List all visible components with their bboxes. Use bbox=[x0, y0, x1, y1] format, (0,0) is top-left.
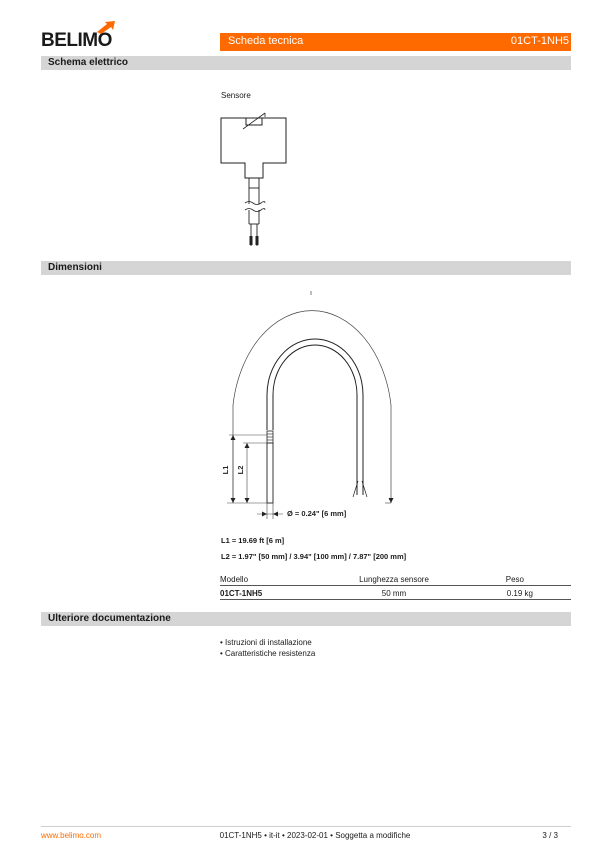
section-wiring bbox=[41, 56, 571, 70]
logo-arrow-icon bbox=[93, 20, 123, 34]
dimension-drawing bbox=[215, 285, 405, 525]
header-model: Modello bbox=[220, 575, 249, 584]
wiring-diagram bbox=[215, 100, 295, 252]
cell-model: 01CT-1NH5 bbox=[220, 589, 263, 598]
l1-label: L1 bbox=[221, 465, 230, 475]
header-weight: Peso bbox=[505, 575, 524, 584]
footer-doc-info: 01CT-1NH5 • it-it • 2023-02-01 • Soggetta a modifiche bbox=[219, 831, 411, 840]
header-length: Lunghezza sensore bbox=[359, 575, 429, 584]
list-item[interactable]: • Caratteristiche resistenza bbox=[220, 649, 316, 658]
table-row bbox=[220, 586, 571, 600]
cell-weight: 0.19 kg bbox=[506, 589, 533, 598]
table-header bbox=[220, 572, 571, 586]
brand-logo bbox=[41, 26, 121, 50]
section-dimensions bbox=[41, 261, 571, 275]
documentation-list bbox=[220, 637, 315, 659]
product-code: 01CT-1NH5 bbox=[510, 35, 569, 47]
cell-length: 50 mm bbox=[381, 589, 407, 598]
l2-label: L2 bbox=[236, 465, 245, 475]
l2-value: L2 = 1.97" [50 mm] / 3.94" [100 mm] / 7.87" [200 mm] bbox=[221, 552, 407, 561]
list-item[interactable]: • Istruzioni di installazione bbox=[220, 638, 312, 647]
footer-divider bbox=[41, 826, 571, 827]
section-documentation bbox=[41, 612, 571, 626]
model-table bbox=[220, 572, 571, 600]
section-wiring-title: Schema elettrico bbox=[48, 57, 129, 68]
document-type: Scheda tecnica bbox=[228, 35, 304, 47]
header-bar bbox=[220, 33, 571, 51]
section-documentation-title: Ulteriore documentazione bbox=[48, 613, 171, 624]
section-dimensions-title: Dimensioni bbox=[48, 262, 102, 273]
sensor-label: Sensore bbox=[221, 91, 251, 100]
brand-name: BELIMO bbox=[41, 30, 112, 51]
diameter-label: Ø = 0.24" [6 mm] bbox=[287, 509, 347, 518]
page-number: 3 / 3 bbox=[542, 831, 558, 840]
l1-value: L1 = 19.69 ft [6 m] bbox=[221, 536, 285, 545]
website-link[interactable]: www.belimo.com bbox=[41, 831, 102, 840]
